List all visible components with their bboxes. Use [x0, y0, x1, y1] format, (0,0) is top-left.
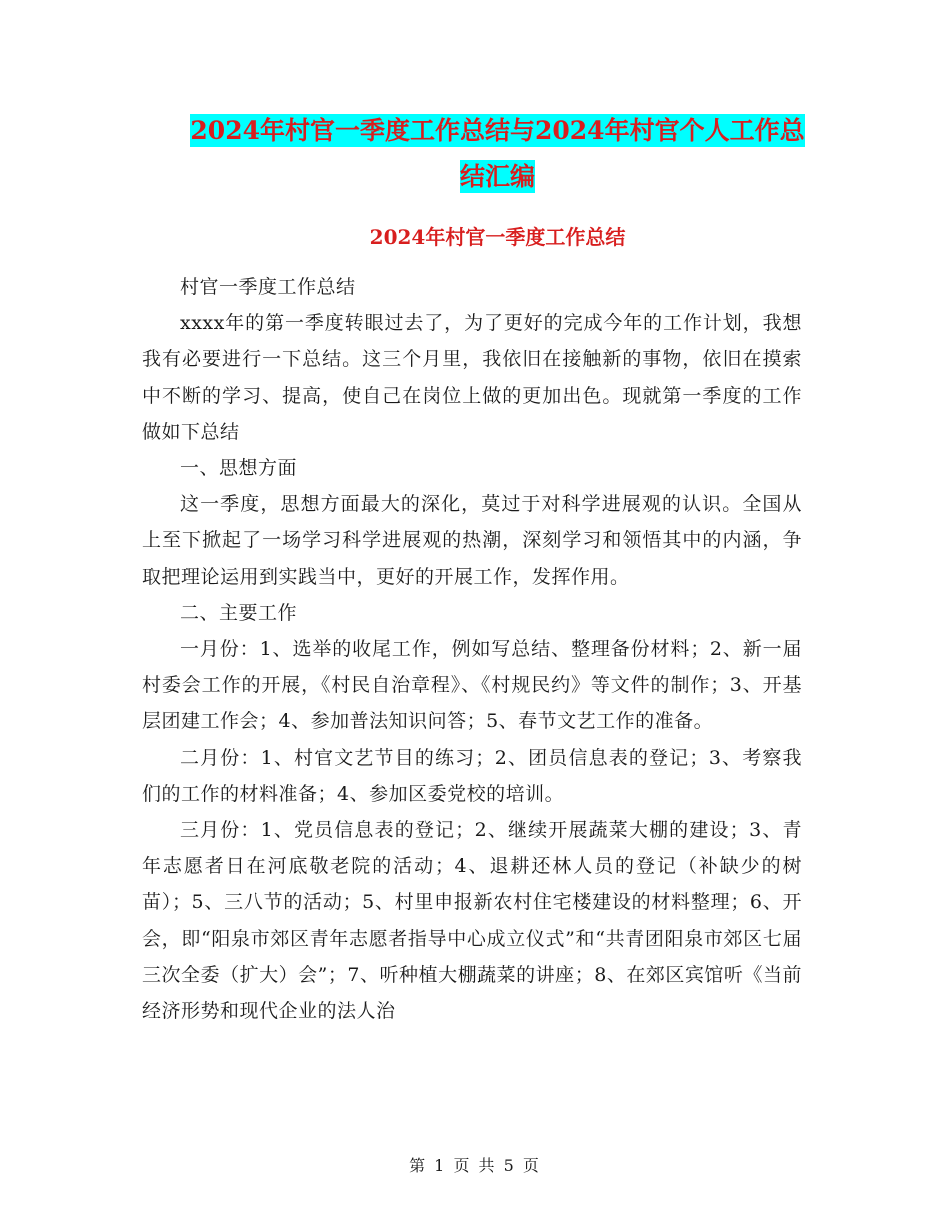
paragraph: 村官一季度工作总结: [180, 276, 356, 298]
page-footer: 第 1 页 共 5 页: [409, 1156, 541, 1175]
paragraph: 二、主要工作: [180, 601, 298, 624]
section-title: 2024年村官一季度工作总结: [369, 225, 626, 249]
paragraph: 二月份：1、村官文艺节目的练习；2、团员信息表的登记；3、考察我们的工作的材料准备；4、参加区委党校的培训。: [142, 746, 802, 805]
main-title: [140, 108, 855, 200]
paragraph: 一、思想方面: [180, 457, 298, 480]
paragraph: 这一季度，思想方面最大的深化，莫过于对科学进展观的认识。全国从上至下掀起了一场学习科学进展观的热潮，深刻学习和领悟其中的内涵，争取把理论运用到实践当中，更好的开展工作，发挥作用。: [142, 493, 802, 588]
main-title-line2: 结汇编: [459, 162, 535, 191]
paragraph: 一月份：1、选举的收尾工作，例如写总结、整理备份材料；2、新一届村委会工作的开展，《村民自治章程》、《村规民约》等文件的制作；3、开基层团建工作会；4、参加普法知识问答；5、春节文艺工作的准备。: [142, 638, 802, 733]
document-body: [142, 269, 802, 1029]
paragraph: xxxx年的第一季度转眼过去了，为了更好的完成今年的工作计划，我想我有必要进行一下总结。这三个月里，我依旧在接触新的事物，依旧在摸索中不断的学习、提高，使自己在岗位上做的更加出色。现就第一季度的工作做如下总结: [142, 312, 802, 443]
main-title-line1: 2024年村官一季度工作总结与2024年村官个人工作总: [190, 116, 805, 145]
paragraph: 三月份：1、党员信息表的登记；2、继续开展蔬菜大棚的建设；3、青年志愿者日在河底敬老院的活动；4、退耕还林人员的登记（补缺少的树苗）；5、三八节的活动；5、村里申报新农村住宅楼建设的材料整理；6、开会，即“阳泉市郊区青年志愿者指导中心成立仪式”和“共青团阳泉市郊区七届三次全委（扩大）会”；7、听种植大棚蔬菜的讲座；8、在郊区宾馆听《当前经济形势和现代企业的法人治: [142, 819, 802, 1023]
